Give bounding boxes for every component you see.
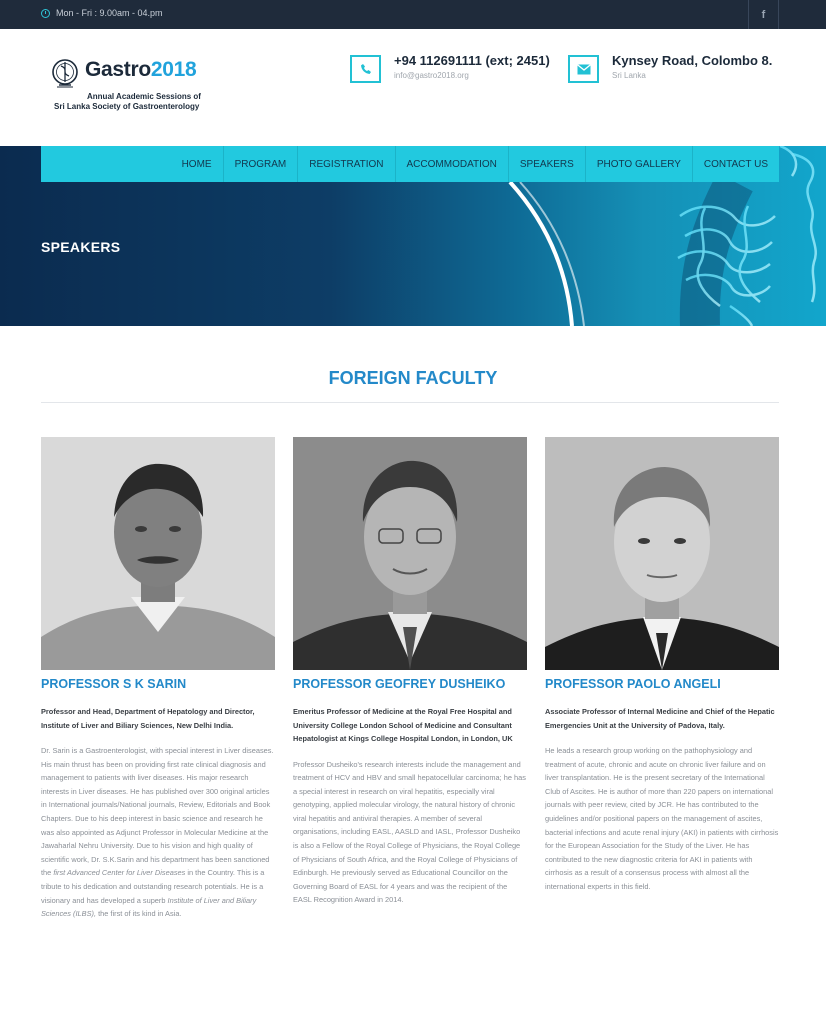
speaker-photo — [41, 437, 275, 670]
section-divider — [41, 402, 779, 403]
brand-name: Gastro2018 — [85, 58, 197, 81]
speaker-name: PROFESSOR PAOLO ANGELI — [545, 677, 721, 691]
speaker-bio: He leads a research group working on the pathophysiology and treatment of acute, chronic and acute on chronic liver failure and on liver transplantation. He is the present secretary of the International Club of Ascites. He is author of more than 220 papers on international journals with peer review, cited by JCR. He has contributed to the guidelines and/or positional papers on the management of ascites, bacterial infections and acute renal injury (AKI) in patients with cirrhosis for the European Association for the Study of the Liver. He has contributed to the new diagnostic criteria for AKI in patients with cirrhosis as a result of a consensus process with almost all the international experts in this field. — [545, 746, 779, 891]
opening-hours — [41, 8, 163, 18]
speaker-role: Professor and Head, Department of Hepatology and Director, Institute of Liver and Biliary Sciences, New Delhi India. — [41, 707, 255, 730]
contact-address — [568, 53, 772, 83]
main-navigation — [41, 146, 779, 182]
nav-item-registration[interactable]: REGISTRATION — [298, 146, 395, 182]
address-country: Sri Lanka — [612, 71, 646, 80]
speaker-card — [41, 437, 275, 921]
clock-icon — [41, 9, 50, 18]
nav-item-contact-us[interactable]: CONTACT US — [703, 158, 768, 170]
nav-item-program[interactable]: PROGRAM — [224, 146, 299, 182]
logo-subtitle-line1: Annual Academic Sessions of — [87, 92, 201, 101]
page-title: SPEAKERS — [41, 239, 121, 255]
speaker-photo — [293, 437, 527, 670]
speaker-card — [545, 437, 779, 894]
speaker-photo — [545, 437, 779, 670]
opening-hours-text: Mon - Fri : 9.00am - 04.pm — [56, 8, 163, 18]
society-emblem-icon — [50, 57, 80, 91]
nav-item-accommodation[interactable]: ACCOMMODATION — [396, 146, 509, 182]
mail-icon — [568, 55, 599, 83]
facebook-icon[interactable]: f — [748, 0, 779, 29]
speaker-name: PROFESSOR S K SARIN — [41, 677, 187, 691]
speaker-role: Emeritus Professor of Medicine at the Royal Free Hospital and University College London School of Medicine and Consultant Hepatologist at Kings College Hospital London, in London, UK — [293, 707, 513, 743]
speaker-bio: Dr. Sarin is a Gastroenterologist, with special interest in Liver diseases. His main thrust has been on providing first rate clinical diagnosis and management to patients with liver diseases. His major research interests in Liver diseases. He has published over 300 original articles in International journals/National journals, Review, Editorials and Book Chapters. Due to his deep interest in basic science and research he was also appointed as Adjunct Professor in Molecular Medicine at the Jawaharlal Nehru University. Due to his vision and high quality of scientific work, Dr. S.K.Sarin and his department has been sanctioned the first Advanced Center for Liver Diseases in the Country. This is a tribute to his dedication and outstanding research potentials. He is a visionary and has developed a superb Institute of Liver and Biliary Sciences (ILBS), the first of its kind in Asia. — [41, 746, 274, 919]
phone-number[interactable]: +94 112691111 (ext; 2451) — [394, 53, 550, 68]
contact-email[interactable]: info@gastro2018.org — [394, 71, 469, 80]
nav-item-speakers[interactable]: SPEAKERS — [509, 146, 586, 182]
speaker-bio: Professor Dusheiko's research interests include the management and treatment of HCV and HBV and small hepatocellular carcinoma; he has a special interest in research on viral hepatitis, especially viral genotyping, applied molecular virology, the natural history of chronic viral hepatitis and antiviral therapies. A member of several organisations, including EASL, AASLD and IASL, Professor Dusheiko is also a Fellow of the Royal College of Physicians, the Royal College of Physicians of South Africa, and the Royal College of Physicians of Edinburgh. He previously served as Educational Councillor on the Governing Board of EASL for 4 years and was the recipient of the EASL Recognition Award in 2014. — [293, 759, 526, 905]
speaker-card — [293, 437, 527, 907]
page-banner — [0, 146, 826, 326]
section-heading: FOREIGN FACULTY — [328, 368, 498, 388]
address-street: Kynsey Road, Colombo 8. — [612, 53, 773, 68]
logo-subtitle-line2: Sri Lanka Society of Gastroenterology — [54, 102, 200, 111]
site-header — [0, 29, 826, 146]
contact-phone — [350, 53, 550, 83]
nav-item-photo-gallery[interactable]: PHOTO GALLERY — [586, 146, 693, 182]
speaker-name: PROFESSOR GEOFREY DUSHEIKO — [293, 677, 506, 691]
site-logo[interactable] — [50, 57, 230, 117]
top-bar — [0, 0, 826, 29]
phone-icon — [350, 55, 381, 83]
nav-item-home[interactable]: HOME — [171, 146, 224, 182]
speaker-role: Associate Professor of Internal Medicine and Chief of the Hepatic Emergencies Unit at the University of Padova, Italy. — [545, 707, 775, 730]
